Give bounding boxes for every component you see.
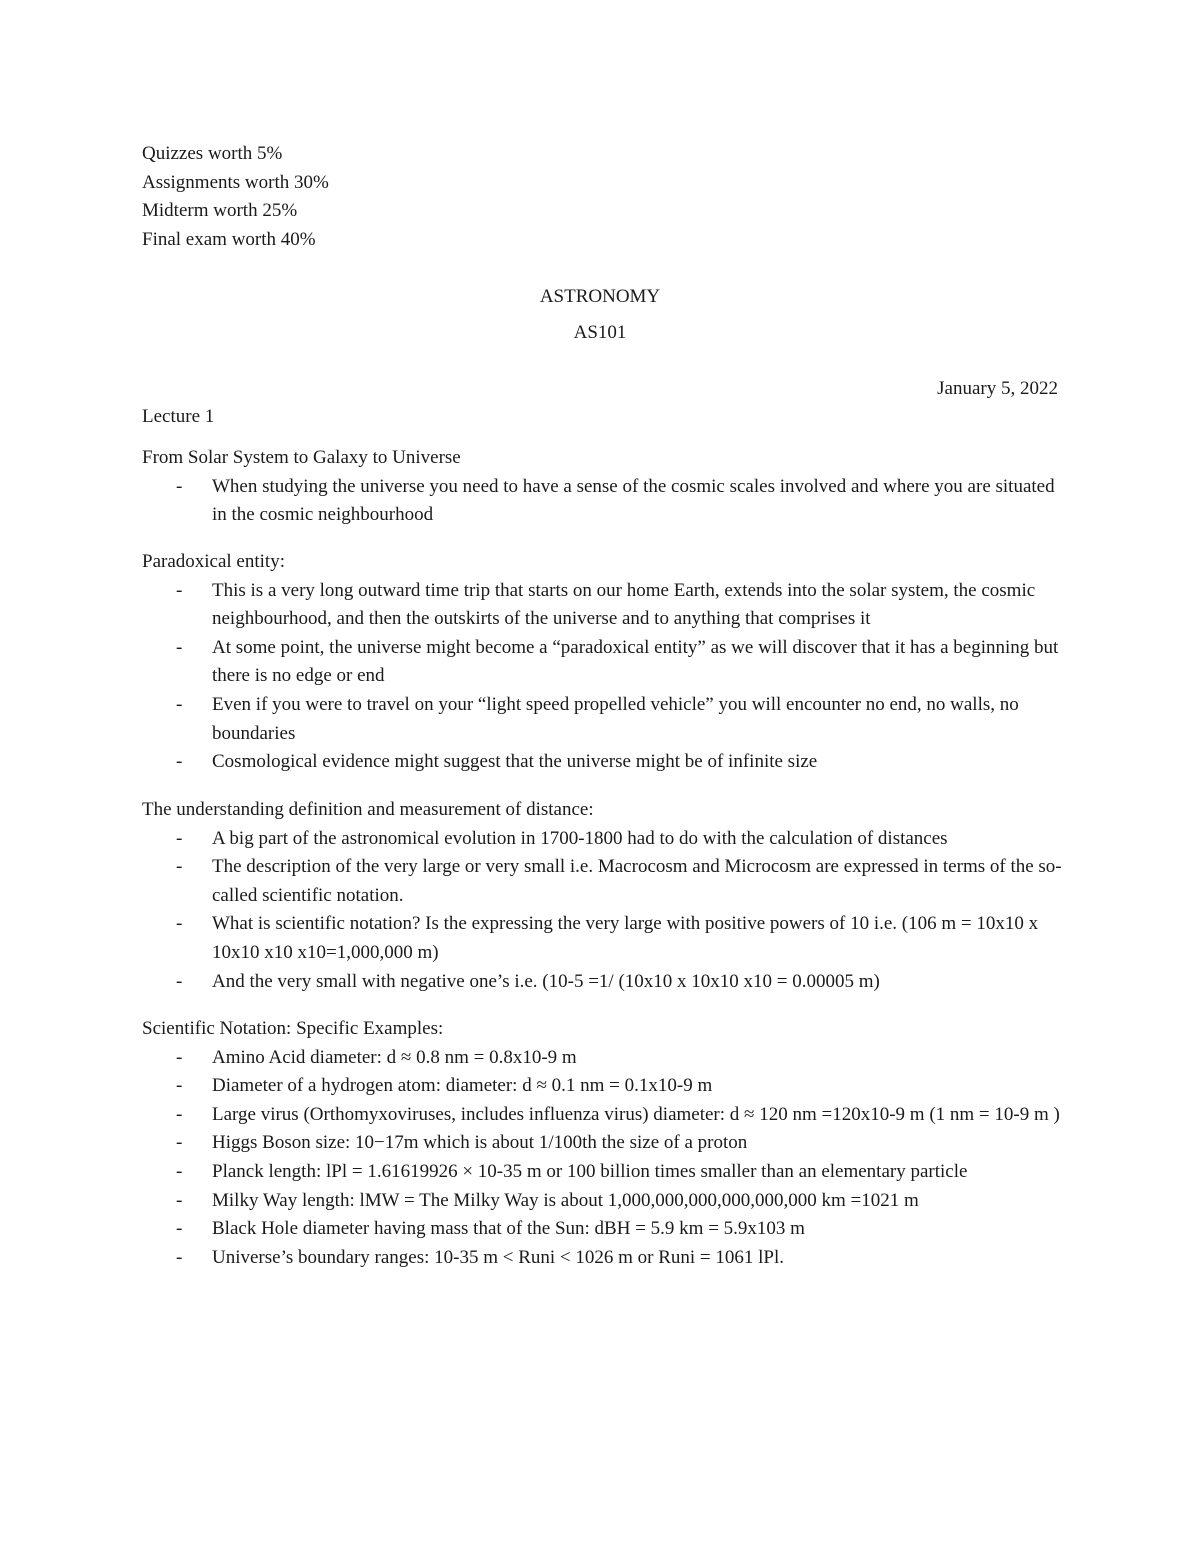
list-item: - Even if you were to travel on your “light speed propelled vehicle” you will encounter no end, no walls, no boundaries: [176, 693, 1019, 744]
list-item: - Black Hole diameter having mass that of the Sun: dBH = 5.9 km = 5.9x103 m: [176, 1218, 805, 1240]
grading-line-assignments: Assignments worth 30%: [142, 172, 329, 193]
section-heading: The understanding definition and measurement of distance:: [142, 799, 594, 820]
list-item: - What is scientific notation? Is the expressing the very large with positive powers of 10 i.e. (106 m = 10x10 x 10x10 x10 x10=1,000,000 m): [176, 913, 1039, 963]
bullet-list: [142, 473, 1072, 530]
list-item: - Milky Way length: lMW = The Milky Way is about 1,000,000,000,000,000,000 km =1021 m: [176, 1189, 919, 1211]
grading-line-quizzes: Quizzes worth 5%: [142, 143, 283, 164]
bullet-list: [142, 1044, 1072, 1273]
section-paradoxical-entity: [142, 548, 1072, 777]
lecture-number: Lecture 1: [142, 406, 215, 427]
section-heading: Scientific Notation: Specific Examples:: [142, 1018, 444, 1039]
list-item: - Diameter of a hydrogen atom: diameter: d ≈ 0.1 nm = 0.1x10-9 m: [176, 1075, 713, 1097]
list-item: - Planck length: lPl = 1.61619926 × 10-35 m or 100 billion times smaller than an elementary particle: [176, 1160, 968, 1182]
list-item: - A big part of the astronomical evolution in 1700-1800 had to do with the calculation of distances: [176, 827, 948, 849]
bullet-list: [142, 825, 1072, 997]
list-item: - And the very small with negative one’s i.e. (10-5 =1/ (10x10 x 10x10 x10 = 0.00005 m): [176, 970, 880, 992]
list-item: - This is a very long outward time trip that starts on our home Earth, extends into the solar system, the cosmic neighbourhood, and then the outskirts of the universe and to anything that comprises it: [176, 579, 1036, 630]
list-item: - At some point, the universe might become a “paradoxical entity” as we will discover that it has a beginning but there is no edge or end: [176, 636, 1059, 687]
section-scientific-notation-examples: [142, 1015, 1072, 1272]
section-solar-system: [142, 444, 1072, 530]
list-item: - Amino Acid diameter: d ≈ 0.8 nm = 0.8x10-9 m: [176, 1046, 577, 1068]
list-item: - The description of the very large or very small i.e. Macrocosm and Microcosm are expressed in terms of the so-called scientific notation.: [176, 856, 1062, 906]
list-item: - Large virus (Orthomyxoviruses, includes influenza virus) diameter: d ≈ 120 nm =120x10-9 m (1 nm = 10-9 m ): [176, 1103, 1060, 1125]
grading-line-midterm: Midterm worth 25%: [142, 200, 298, 221]
list-item: - When studying the universe you need to have a sense of the cosmic scales involved and where you are situated in the cosmic neighbourhood: [176, 475, 1055, 526]
list-item: - Universe’s boundary ranges: 10-35 m < Runi < 1026 m or Runi = 1061 lPl.: [176, 1246, 785, 1268]
bullet-list: [142, 577, 1072, 777]
list-item: - Higgs Boson size: 10−17m which is about 1/100th the size of a proton: [176, 1132, 748, 1154]
course-code: AS101: [573, 322, 627, 343]
lecture-date: January 5, 2022: [937, 378, 1058, 399]
section-heading: From Solar System to Galaxy to Universe: [142, 447, 461, 468]
section-heading: Paradoxical entity:: [142, 551, 285, 572]
section-distance-measurement: [142, 796, 1072, 996]
grading-line-final-exam: Final exam worth 40%: [142, 229, 316, 250]
course-title: ASTRONOMY: [539, 286, 661, 307]
list-item: - Cosmological evidence might suggest that the universe might be of infinite size: [176, 751, 818, 773]
